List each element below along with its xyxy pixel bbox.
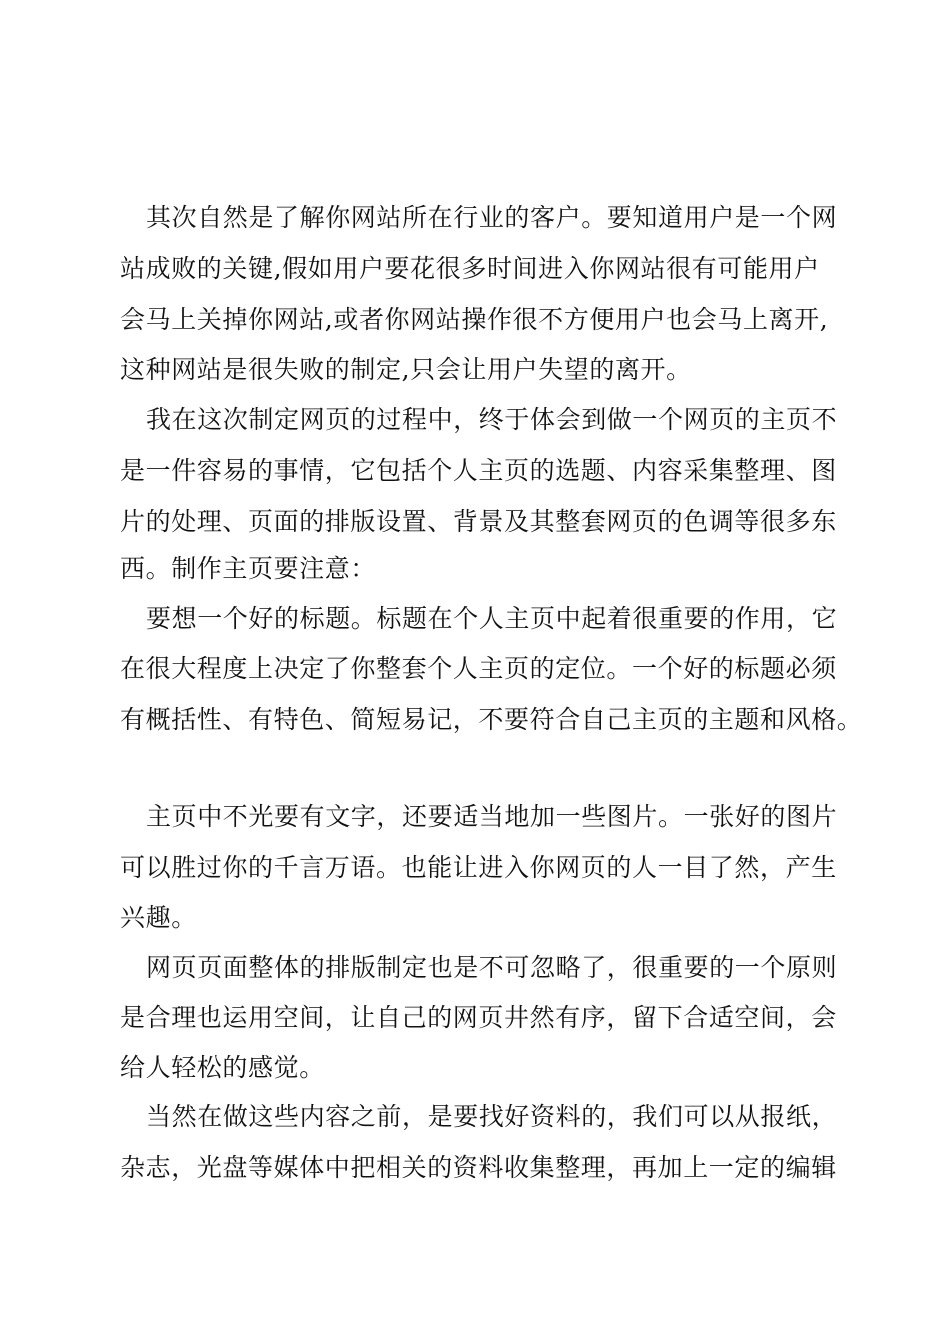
paragraph-1-line-2: 站成败的关键,假如用户要花很多时间进入你网站很有可能用户 [120, 254, 820, 283]
paragraph-3-line-3: 有概括性、有特色、简短易记，不要符合自己主页的主题和风格。 [120, 705, 863, 734]
paragraph-4-line-2: 可以胜过你的千言万语。也能让进入你网页的人一目了然，产生 [120, 853, 837, 882]
paragraph-1-line-1: 其次自然是了解你网站所在行业的客户。要知道用户是一个网 [146, 203, 838, 232]
paragraph-5-line-3: 给人轻松的感觉。 [120, 1053, 325, 1082]
paragraph-6-line-2: 杂志，光盘等媒体中把相关的资料收集整理，再加上一定的编辑 [120, 1153, 837, 1182]
paragraph-2-line-4: 西。制作主页要注意： [120, 554, 377, 583]
paragraph-3-line-2: 在很大程度上决定了你整套个人主页的定位。一个好的标题必须 [120, 654, 837, 683]
paragraph-2-line-2: 是一件容易的事情，它包括个人主页的选题、内容采集整理、图 [120, 456, 837, 485]
paragraph-4-line-3: 兴趣。 [120, 903, 197, 932]
paragraph-1-line-4: 这种网站是很失败的制定,只会让用户失望的离开。 [120, 355, 692, 384]
paragraph-5-line-1: 网页页面整体的排版制定也是不可忽略了，很重要的一个原则 [146, 953, 838, 982]
paragraph-3-line-1: 要想一个好的标题。标题在个人主页中起着很重要的作用，它 [146, 604, 838, 633]
paragraph-2-line-1: 我在这次制定网页的过程中，终于体会到做一个网页的主页不 [146, 405, 838, 434]
paragraph-1-line-3: 会马上关掉你网站,或者你网站操作很不方便用户也会马上离开, [120, 305, 829, 334]
paragraph-2-line-3: 片的处理、页面的排版设置、背景及其整套网页的色调等很多东 [120, 507, 837, 536]
paragraph-4-line-1: 主页中不光要有文字，还要适当地加一些图片。一张好的图片 [146, 802, 838, 831]
paragraph-5-line-2: 是合理也运用空间，让自己的网页井然有序，留下合适空间，会 [120, 1003, 837, 1032]
paragraph-6-line-1: 当然在做这些内容之前，是要找好资料的，我们可以从报纸， [146, 1102, 838, 1131]
